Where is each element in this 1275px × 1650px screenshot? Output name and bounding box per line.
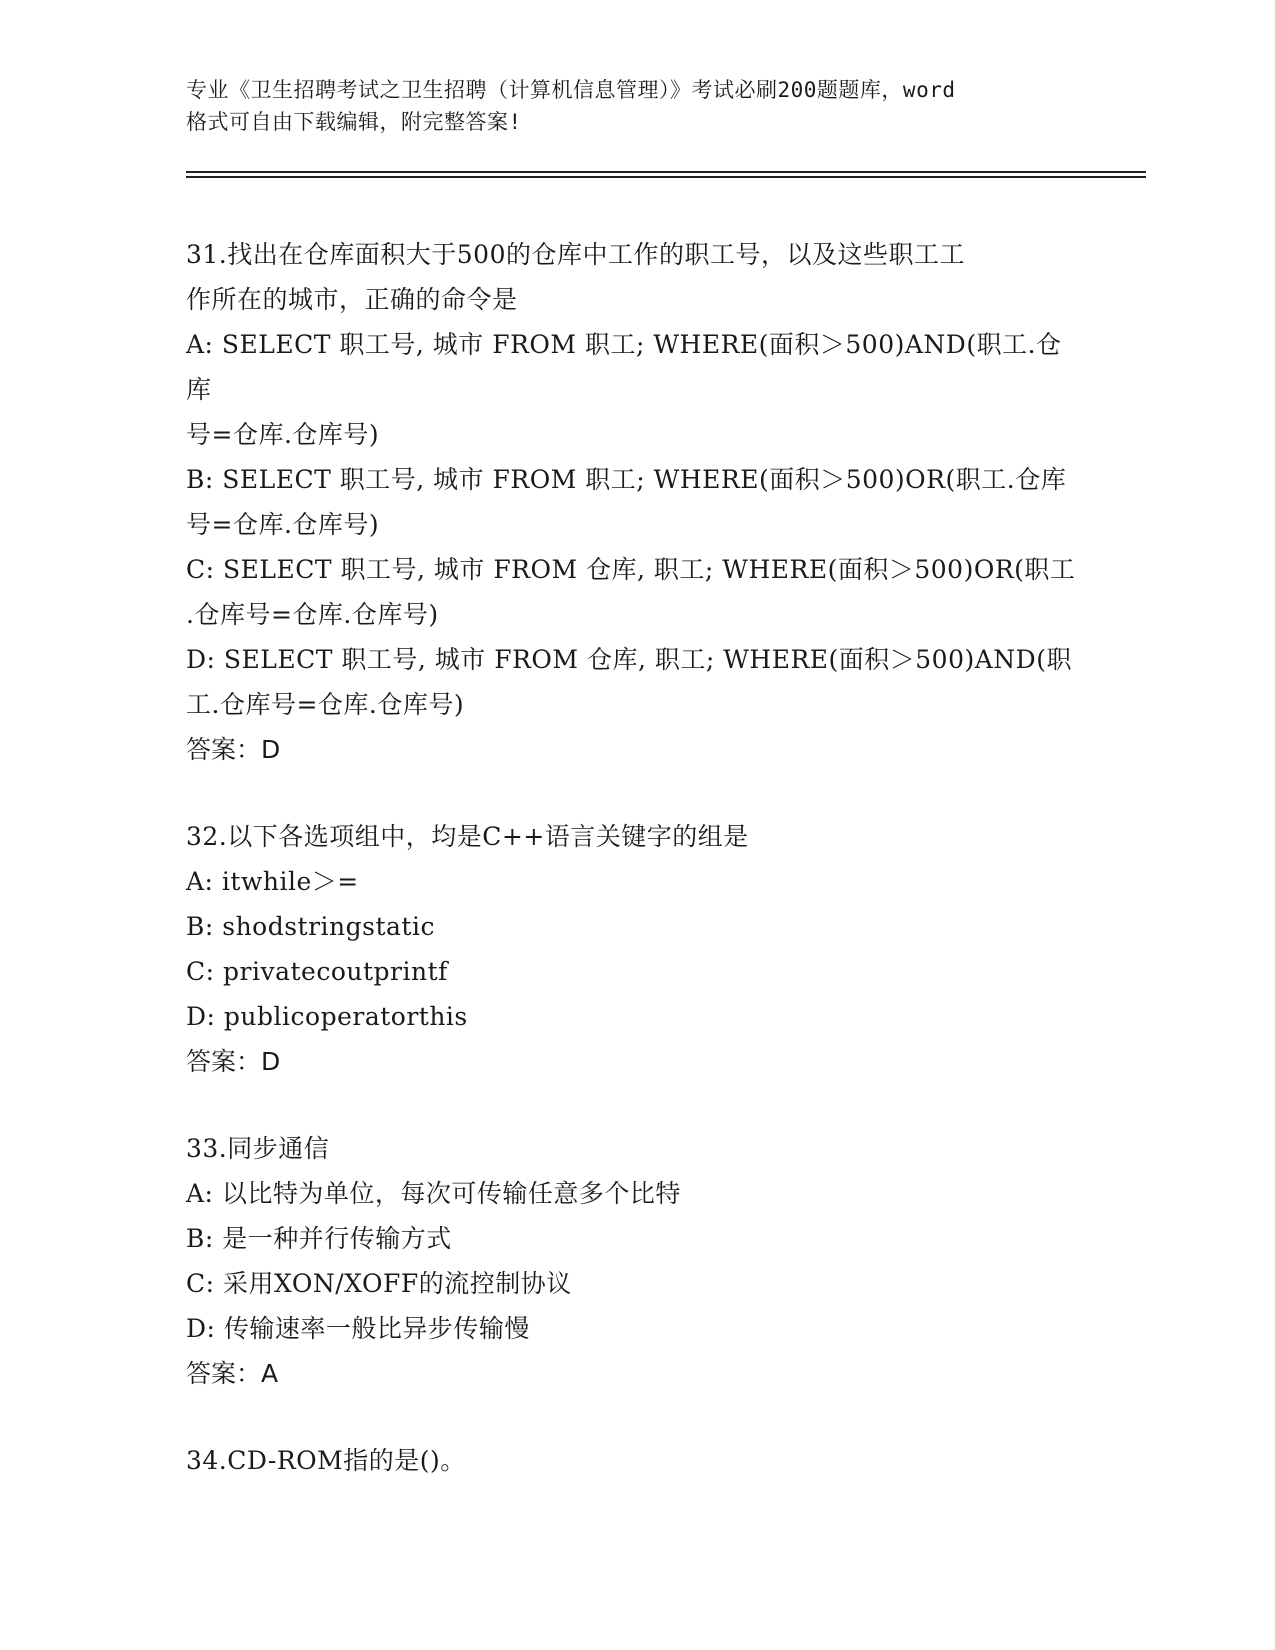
question-line: D: 传输速率一般比异步传输慢 [186,1314,530,1343]
question-line: A: 以比特为单位，每次可传输任意多个比特 [186,1179,681,1208]
header-rule-bottom [186,176,1146,178]
question-stem: 31.找出在仓库面积大于500的仓库中工作的职工号，以及这些职工工 [186,240,965,269]
answer-line: 答案：A [186,1359,279,1388]
question-line: B: 是一种并行传输方式 [186,1224,452,1253]
answer-line: 答案：D [186,1047,281,1076]
question-list [186,232,1086,1525]
question-block [186,232,1086,772]
question-block [186,1126,1086,1396]
question-line: 号=仓库.仓库号) [186,510,380,539]
question-block [186,814,1086,1084]
question-line: A: itwhile＞= [186,867,359,896]
header-line-1: 专业《卫生招聘考试之卫生招聘（计算机信息管理）》考试必刷200题题库，word [186,78,956,102]
question-line: D: SELECT 职工号, 城市 FROM 仓库, 职工; WHERE(面积＞500)AND(职 [186,645,1072,674]
question-line: C: SELECT 职工号, 城市 FROM 仓库, 职工; WHERE(面积＞500)OR(职工 [186,555,1076,584]
question-line: D: publicoperatorthis [186,1002,468,1031]
question-line: .仓库号=仓库.仓库号) [186,600,439,629]
answer-line: 答案：D [186,735,281,764]
question-stem: 33.同步通信 [186,1134,330,1163]
header-rule-top [186,171,1146,173]
question-line: C: 采用XON/XOFF的流控制协议 [186,1269,572,1298]
question-line: B: SELECT 职工号, 城市 FROM 职工; WHERE(面积＞500)OR(职工.仓库 [186,465,1067,494]
question-stem: 34.CD-ROM指的是()。 [186,1446,466,1475]
question-line: B: shodstringstatic [186,912,435,941]
question-line: 作所在的城市，正确的命令是 [186,285,518,314]
document-header [186,74,1086,138]
header-line-2: 格式可自由下载编辑，附完整答案! [186,110,522,134]
question-line: 工.仓库号=仓库.仓库号) [186,690,465,719]
question-line: A: SELECT 职工号, 城市 FROM 职工; WHERE(面积＞500)AND(职工.仓库 [186,330,1062,404]
question-line: 号=仓库.仓库号) [186,420,380,449]
question-line: C: privatecoutprintf [186,957,448,986]
question-block [186,1438,1086,1483]
question-stem: 32.以下各选项组中，均是C++语言关键字的组是 [186,822,749,851]
